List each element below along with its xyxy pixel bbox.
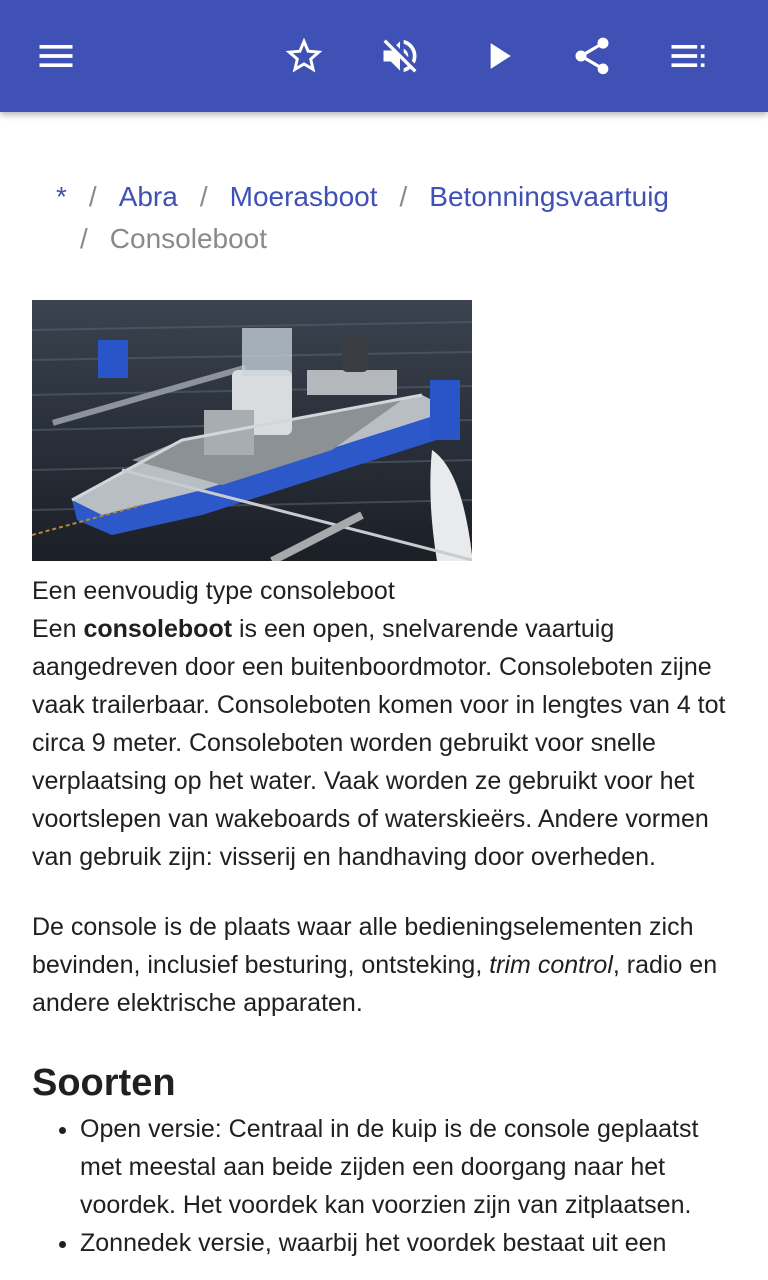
breadcrumb-item-moerasboot[interactable]: Moerasboot [229, 181, 378, 212]
article-content [32, 572, 736, 1262]
breadcrumb-item-abra[interactable]: Abra [118, 181, 178, 212]
boat-photo [32, 300, 472, 561]
image-caption: Een eenvoudig type consoleboot [32, 577, 395, 605]
list-item: • Zonnedek versie, waarbij het voordek bestaat uit een [80, 1224, 736, 1262]
term-consoleboot: consoleboot [83, 615, 233, 643]
favorite-button[interactable] [268, 20, 340, 92]
section-heading-soorten: Soorten [32, 1062, 176, 1104]
console-text-b: , radio en andere elektrische apparaten. [32, 951, 718, 1017]
mute-button[interactable] [364, 20, 436, 92]
term-trim-control: trim control [489, 951, 613, 979]
star-outline-icon [282, 34, 326, 78]
list-item: • Open versie: Centraal in de kuip is de console geplaatst met meestal aan beide zijden een doorgang naar het voordek. Het voordek kan voorzien zijn van zitplaatsen. [80, 1110, 736, 1224]
volume-off-icon [378, 34, 422, 78]
app-toolbar [0, 0, 768, 112]
hamburger-menu-icon [34, 34, 78, 78]
intro-text-a: Een [32, 615, 84, 643]
breadcrumb-current: Consoleboot [109, 223, 268, 254]
breadcrumb-item-root[interactable]: * [56, 181, 67, 212]
share-icon [570, 34, 614, 78]
play-icon [476, 34, 520, 78]
breadcrumb-separator: / [88, 181, 97, 212]
intro-paragraph [32, 610, 736, 876]
breadcrumb-separator: / [80, 223, 88, 254]
playlist-icon [666, 34, 710, 78]
console-text-a: De console is de plaats waar alle bedieningselementen zich bevinden, inclusief besturing, ontsteking, [32, 913, 694, 979]
boat-image [32, 300, 472, 561]
breadcrumb-item-betonningsvaartuig[interactable]: Betonningsvaartuig [429, 181, 670, 212]
menu-button[interactable] [20, 20, 92, 92]
breadcrumb-separator: / [199, 181, 208, 212]
types-list [32, 1110, 736, 1262]
share-button[interactable] [556, 20, 628, 92]
breadcrumb-separator: / [399, 181, 408, 212]
breadcrumb [32, 176, 732, 260]
play-button[interactable] [462, 20, 534, 92]
console-paragraph [32, 908, 736, 1022]
contents-button[interactable] [652, 20, 724, 92]
intro-text-b: is een open, snelvarende vaartuig aangedreven door een buitenboordmotor. Consoleboten zijne vaak trailerbaar. Consoleboten komen voor in lengtes van 4 tot circa 9 meter. Consoleboten worden gebruikt voor snelle verplaatsing op het water. Vaak worden ze gebruikt voor het voortslepen van wakeboards of waterskieërs. Andere vormen van gebruik zijn: visserij en handhaving door overheden. [32, 615, 726, 871]
